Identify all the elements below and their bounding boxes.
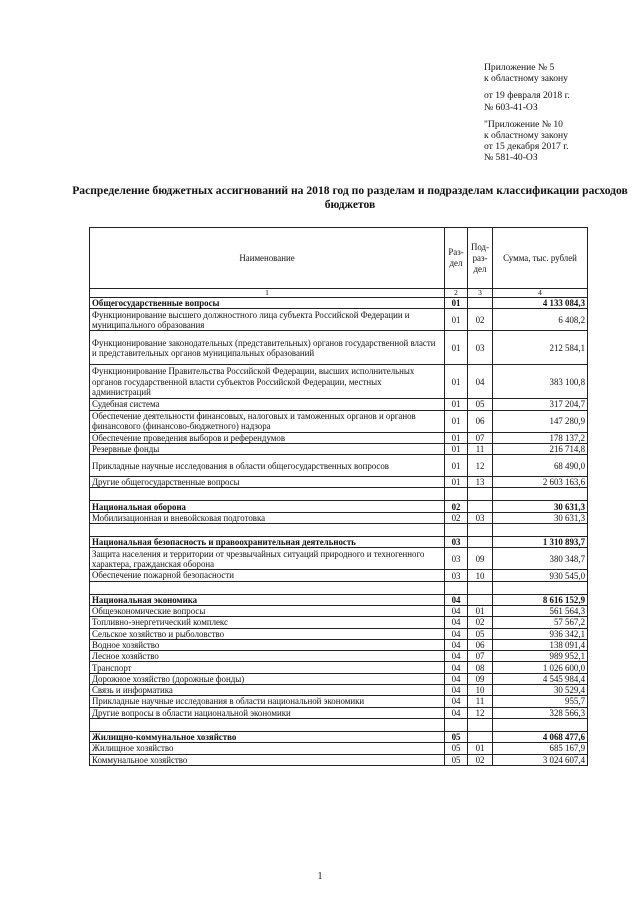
table-row	[90, 662, 588, 673]
table-row	[90, 685, 588, 696]
row-name: Коммунальное хозяйство	[90, 754, 445, 765]
row-razdel: 01	[445, 298, 468, 309]
row-name: Другие общегосударственные вопросы	[90, 477, 445, 488]
row-name: Мобилизационная и вневойсковая подготовка	[90, 512, 445, 523]
table-body	[90, 298, 588, 766]
row-sum: 989 952,1	[493, 651, 588, 662]
empty-cell	[493, 524, 588, 537]
empty-cell	[445, 581, 468, 594]
row-podrazdel: 11	[468, 443, 493, 454]
row-podrazdel	[468, 731, 493, 742]
section-row	[90, 501, 588, 512]
row-razdel: 05	[445, 754, 468, 765]
empty-cell	[468, 488, 493, 501]
appendix-line: Приложение № 5	[484, 62, 555, 73]
section-row	[90, 594, 588, 605]
row-name: Национальная оборона	[90, 501, 445, 512]
row-podrazdel	[468, 537, 493, 548]
row-sum: 685 167,9	[493, 743, 588, 754]
row-podrazdel: 07	[468, 432, 493, 443]
table-row	[90, 365, 588, 399]
column-number: 2	[445, 289, 468, 298]
table-row	[90, 696, 588, 707]
row-podrazdel: 01	[468, 743, 493, 754]
row-podrazdel	[468, 298, 493, 309]
row-podrazdel: 12	[468, 707, 493, 718]
spacer-row	[90, 718, 588, 731]
row-razdel: 04	[445, 628, 468, 639]
row-razdel: 04	[445, 707, 468, 718]
row-razdel: 04	[445, 639, 468, 650]
row-podrazdel: 02	[468, 309, 493, 331]
appendix-block-1	[484, 62, 634, 84]
spacer-row	[90, 488, 588, 501]
row-sum: 317 204,7	[493, 399, 588, 410]
row-razdel: 01	[445, 365, 468, 399]
row-sum: 6 408,2	[493, 309, 588, 331]
row-podrazdel: 05	[468, 399, 493, 410]
row-name: Прикладные научные исследования в области национальной экономики	[90, 696, 445, 707]
header-podrazdel: Под-раз-дел	[468, 228, 493, 289]
row-podrazdel: 09	[468, 548, 493, 570]
appendix-line: к областному закону	[484, 73, 568, 85]
table-row	[90, 443, 588, 454]
row-name: Транспорт	[90, 662, 445, 673]
row-podrazdel: 04	[468, 365, 493, 399]
empty-cell	[493, 488, 588, 501]
table-row	[90, 432, 588, 443]
row-sum: 4 545 984,4	[493, 673, 588, 684]
table-row	[90, 512, 588, 523]
spacer-row	[90, 581, 588, 594]
appendix-line: от 19 февраля 2018 г.	[484, 90, 570, 102]
row-podrazdel: 06	[468, 639, 493, 650]
appendix-line: к областному закону	[484, 130, 568, 142]
row-sum: 4 133 084,3	[493, 298, 588, 309]
page-number: 1	[317, 871, 323, 882]
row-razdel: 01	[445, 331, 468, 365]
row-sum: 930 545,0	[493, 570, 588, 581]
row-podrazdel: 06	[468, 410, 493, 432]
header-name: Наименование	[90, 228, 445, 289]
row-name: Водное хозяйство	[90, 639, 445, 650]
table-row	[90, 617, 588, 628]
table-row	[90, 639, 588, 650]
empty-cell	[445, 488, 468, 501]
row-sum: 1 026 600,0	[493, 662, 588, 673]
section-row	[90, 298, 588, 309]
row-name: Жилищно-коммунальное хозяйство	[90, 731, 445, 742]
column-number: 1	[90, 289, 445, 298]
empty-cell	[493, 718, 588, 731]
row-sum: 328 566,3	[493, 707, 588, 718]
column-number-row	[90, 289, 588, 298]
row-name: Общеэкономические вопросы	[90, 605, 445, 616]
row-name: Обеспечение деятельности финансовых, налоговых и таможенных органов и органов финансового (финансово-бюджетного) надзора	[90, 410, 445, 432]
row-podrazdel: 10	[468, 570, 493, 581]
row-razdel: 01	[445, 309, 468, 331]
table-row	[90, 605, 588, 616]
row-razdel: 03	[445, 537, 468, 548]
row-podrazdel: 08	[468, 662, 493, 673]
row-razdel: 01	[445, 443, 468, 454]
row-razdel: 04	[445, 662, 468, 673]
row-sum: 4 068 477,6	[493, 731, 588, 742]
row-sum: 68 490,0	[493, 455, 588, 477]
appendix-line: № 581-40-ОЗ	[484, 152, 538, 164]
row-sum: 3 024 607,4	[493, 754, 588, 765]
row-name: Топливно-энергетический комплекс	[90, 617, 445, 628]
row-razdel: 01	[445, 432, 468, 443]
row-razdel: 04	[445, 594, 468, 605]
table-row	[90, 673, 588, 684]
section-row	[90, 731, 588, 742]
row-razdel: 02	[445, 512, 468, 523]
row-podrazdel: 10	[468, 685, 493, 696]
column-number: 4	[493, 289, 588, 298]
table-row	[90, 707, 588, 718]
appendix-note	[484, 62, 634, 170]
row-sum: 383 100,8	[493, 365, 588, 399]
row-razdel: 03	[445, 548, 468, 570]
row-razdel: 01	[445, 399, 468, 410]
row-name: Прикладные научные исследования в области общегосударственных вопросов	[90, 455, 445, 477]
row-sum: 8 616 152,9	[493, 594, 588, 605]
section-row	[90, 537, 588, 548]
row-name: Функционирование высшего должностного лица субъекта Российской Федерации и муниципального образования	[90, 309, 445, 331]
row-sum: 380 348,7	[493, 548, 588, 570]
row-name: Сельское хозяйство и рыболовство	[90, 628, 445, 639]
row-name: Обеспечение проведения выборов и референдумов	[90, 432, 445, 443]
empty-cell	[90, 524, 445, 537]
row-razdel: 01	[445, 477, 468, 488]
header-razdel: Раз-дел	[445, 228, 468, 289]
row-name: Обеспечение пожарной безопасности	[90, 570, 445, 581]
table-row	[90, 651, 588, 662]
appendix-line: от 15 декабря 2017 г.	[484, 141, 569, 153]
empty-cell	[445, 718, 468, 731]
empty-cell	[445, 524, 468, 537]
row-podrazdel: 05	[468, 628, 493, 639]
row-razdel: 04	[445, 605, 468, 616]
row-razdel: 05	[445, 743, 468, 754]
row-sum: 57 567,2	[493, 617, 588, 628]
row-name: Функционирование законодательных (представительных) органов государственной власти и представительных органов муниципальных образований	[90, 331, 445, 365]
row-sum: 30 631,3	[493, 501, 588, 512]
row-podrazdel: 07	[468, 651, 493, 662]
empty-cell	[90, 581, 445, 594]
row-podrazdel: 01	[468, 605, 493, 616]
appendix-block-2	[484, 90, 634, 112]
table-row	[90, 399, 588, 410]
row-podrazdel	[468, 594, 493, 605]
appendix-line: "Приложение № 10	[484, 118, 563, 130]
table-row	[90, 331, 588, 365]
table-row	[90, 477, 588, 488]
row-name: Защита населения и территории от чрезвычайных ситуаций природного и техногенного характера, гражданская оборона	[90, 548, 445, 570]
row-sum: 1 310 893,7	[493, 537, 588, 548]
table-row	[90, 455, 588, 477]
row-name: Дорожное хозяйство (дорожные фонды)	[90, 673, 445, 684]
table-row	[90, 628, 588, 639]
table-row	[90, 570, 588, 581]
row-sum: 216 714,8	[493, 443, 588, 454]
table-row	[90, 754, 588, 765]
row-name: Другие вопросы в области национальной экономики	[90, 707, 445, 718]
row-podrazdel: 09	[468, 673, 493, 684]
row-name: Лесное хозяйство	[90, 651, 445, 662]
row-razdel: 05	[445, 731, 468, 742]
empty-cell	[468, 718, 493, 731]
row-name: Жилищное хозяйство	[90, 743, 445, 754]
row-podrazdel: 11	[468, 696, 493, 707]
row-podrazdel: 03	[468, 331, 493, 365]
table-row	[90, 410, 588, 432]
empty-cell	[90, 488, 445, 501]
row-razdel: 04	[445, 685, 468, 696]
row-razdel: 04	[445, 617, 468, 628]
row-podrazdel: 12	[468, 455, 493, 477]
empty-cell	[468, 524, 493, 537]
row-razdel: 03	[445, 570, 468, 581]
row-name: Связь и информатика	[90, 685, 445, 696]
table-row	[90, 548, 588, 570]
row-sum: 936 342,1	[493, 628, 588, 639]
row-name: Резервные фонды	[90, 443, 445, 454]
row-sum: 30 631,3	[493, 512, 588, 523]
row-sum: 178 137,2	[493, 432, 588, 443]
row-razdel: 02	[445, 501, 468, 512]
row-razdel: 01	[445, 455, 468, 477]
row-razdel: 04	[445, 651, 468, 662]
row-razdel: 04	[445, 673, 468, 684]
document-title: Распределение бюджетных ассигнований на 2018 год по разделам и подразделам классификации расходов бюджетов	[72, 184, 628, 211]
row-sum: 561 564,3	[493, 605, 588, 616]
row-sum: 30 529,4	[493, 685, 588, 696]
row-sum: 138 091,4	[493, 639, 588, 650]
row-name: Общегосударственные вопросы	[90, 298, 445, 309]
row-podrazdel: 02	[468, 754, 493, 765]
row-sum: 2 603 163,6	[493, 477, 588, 488]
budget-table	[89, 227, 588, 766]
row-razdel: 01	[445, 410, 468, 432]
row-sum: 212 584,1	[493, 331, 588, 365]
row-name: Судебная система	[90, 399, 445, 410]
row-sum: 955,7	[493, 696, 588, 707]
table-header-row	[90, 228, 588, 289]
appendix-block-3	[484, 119, 634, 164]
appendix-line: № 603-41-ОЗ	[484, 101, 538, 113]
table-row	[90, 743, 588, 754]
column-number: 3	[468, 289, 493, 298]
empty-cell	[468, 581, 493, 594]
header-sum: Сумма, тыс. рублей	[493, 228, 588, 289]
empty-cell	[493, 581, 588, 594]
empty-cell	[90, 718, 445, 731]
row-name: Национальная экономика	[90, 594, 445, 605]
table-row	[90, 309, 588, 331]
row-sum: 147 280,9	[493, 410, 588, 432]
row-podrazdel: 13	[468, 477, 493, 488]
row-name: Функционирование Правительства Российской Федерации, высших исполнительных органов государственной власти субъектов Российской Федерации, местных администраций	[90, 365, 445, 399]
row-podrazdel	[468, 501, 493, 512]
row-podrazdel: 03	[468, 512, 493, 523]
row-name: Национальная безопасность и правоохранительная деятельность	[90, 537, 445, 548]
row-razdel: 04	[445, 696, 468, 707]
spacer-row	[90, 524, 588, 537]
row-podrazdel: 02	[468, 617, 493, 628]
